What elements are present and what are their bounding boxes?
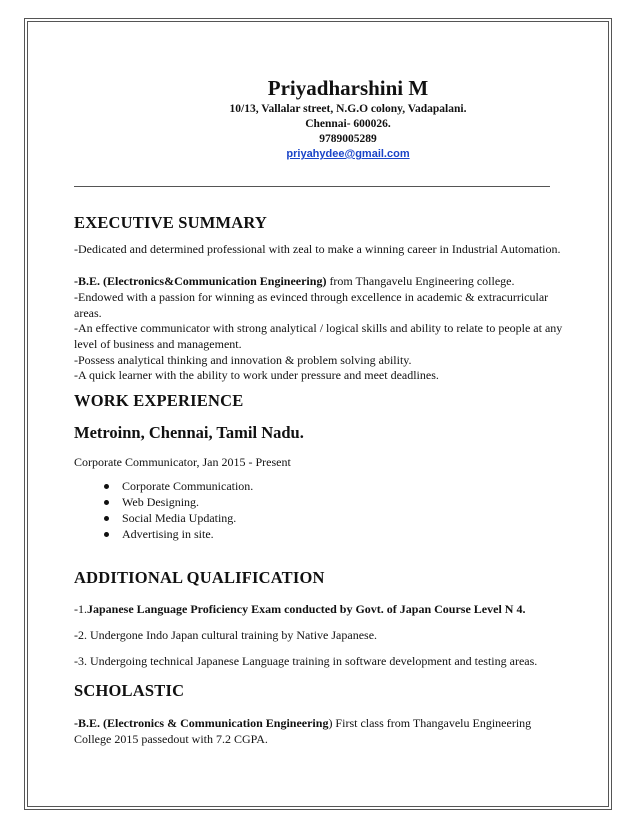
list-item <box>104 494 253 510</box>
qualification-item-1-bold: Japanese Language Proficiency Exam conducted by Govt. of Japan Course Level N 4. <box>87 602 526 616</box>
summary-line-2-rest: from Thangavelu Engineering college. <box>326 274 515 288</box>
summary-line-4: -An effective communicator with strong analytical / logical skills and ability to relate to people at any level of business and management. <box>74 321 563 351</box>
bullet-icon <box>104 532 109 537</box>
qualification-item-2: -2. Undergone Indo Japan cultural training by Native Japanese. <box>74 628 378 642</box>
duty-text: Web Designing. <box>122 495 200 509</box>
scholastic-text <box>74 716 568 747</box>
resume-header <box>74 74 568 162</box>
bullet-icon <box>104 500 109 505</box>
list-item <box>104 510 253 526</box>
qualification-item-3: -3. Undergoing technical Japanese Language training in software development and testing areas. <box>74 654 538 668</box>
address-line-2: Chennai- 600026. <box>305 118 391 130</box>
additional-qualification-heading: ADDITIONAL QUALIFICATION <box>74 568 325 587</box>
list-item <box>104 526 253 542</box>
summary-line-6: -A quick learner with the ability to work under pressure and meet deadlines. <box>74 368 439 382</box>
scholastic-details: ) First class from Thangavelu Engineering College 2015 passedout with 7.2 CGPA. <box>74 716 532 746</box>
bullet-icon <box>104 484 109 489</box>
candidate-name: Priyadharshini M <box>267 76 429 100</box>
address-line-1: 10/13, Vallalar street, N.G.O colony, Vadapalani. <box>229 103 467 115</box>
scholastic-degree-bold: -B.E. (Electronics & Communication Engineering <box>74 716 329 730</box>
work-experience-heading: WORK EXPERIENCE <box>74 391 244 410</box>
phone-number: 9789005289 <box>319 133 377 145</box>
summary-line-3: -Endowed with a passion for winning as evinced through excellence in academic & extracurricular areas. <box>74 290 549 320</box>
duties-list <box>74 478 253 542</box>
company-name: Metroinn, Chennai, Tamil Nadu. <box>74 423 304 442</box>
list-item <box>104 478 253 494</box>
scholastic-heading: SCHOLASTIC <box>74 681 185 700</box>
email-link[interactable]: priyahydee@gmail.com <box>286 148 410 160</box>
bullet-icon <box>104 516 109 521</box>
qualification-item-1 <box>74 602 568 618</box>
summary-line-2-bold: -B.E. (Electronics&Communication Engineering) <box>74 274 327 288</box>
job-role: Corporate Communicator, Jan 2015 - Present <box>74 455 291 469</box>
duty-text: Social Media Updating. <box>122 511 237 525</box>
duty-text: Corporate Communication. <box>122 479 254 493</box>
duty-text: Advertising in site. <box>122 527 214 541</box>
summary-line-5: -Possess analytical thinking and innovation & problem solving ability. <box>74 353 412 367</box>
summary-line-2 <box>74 274 568 290</box>
header-divider <box>74 186 550 187</box>
executive-summary-heading: EXECUTIVE SUMMARY <box>74 213 268 232</box>
summary-line-1: -Dedicated and determined professional with zeal to make a winning career in Industrial Automation. <box>74 242 561 256</box>
qualification-item-1-prefix: -1. <box>74 602 87 616</box>
